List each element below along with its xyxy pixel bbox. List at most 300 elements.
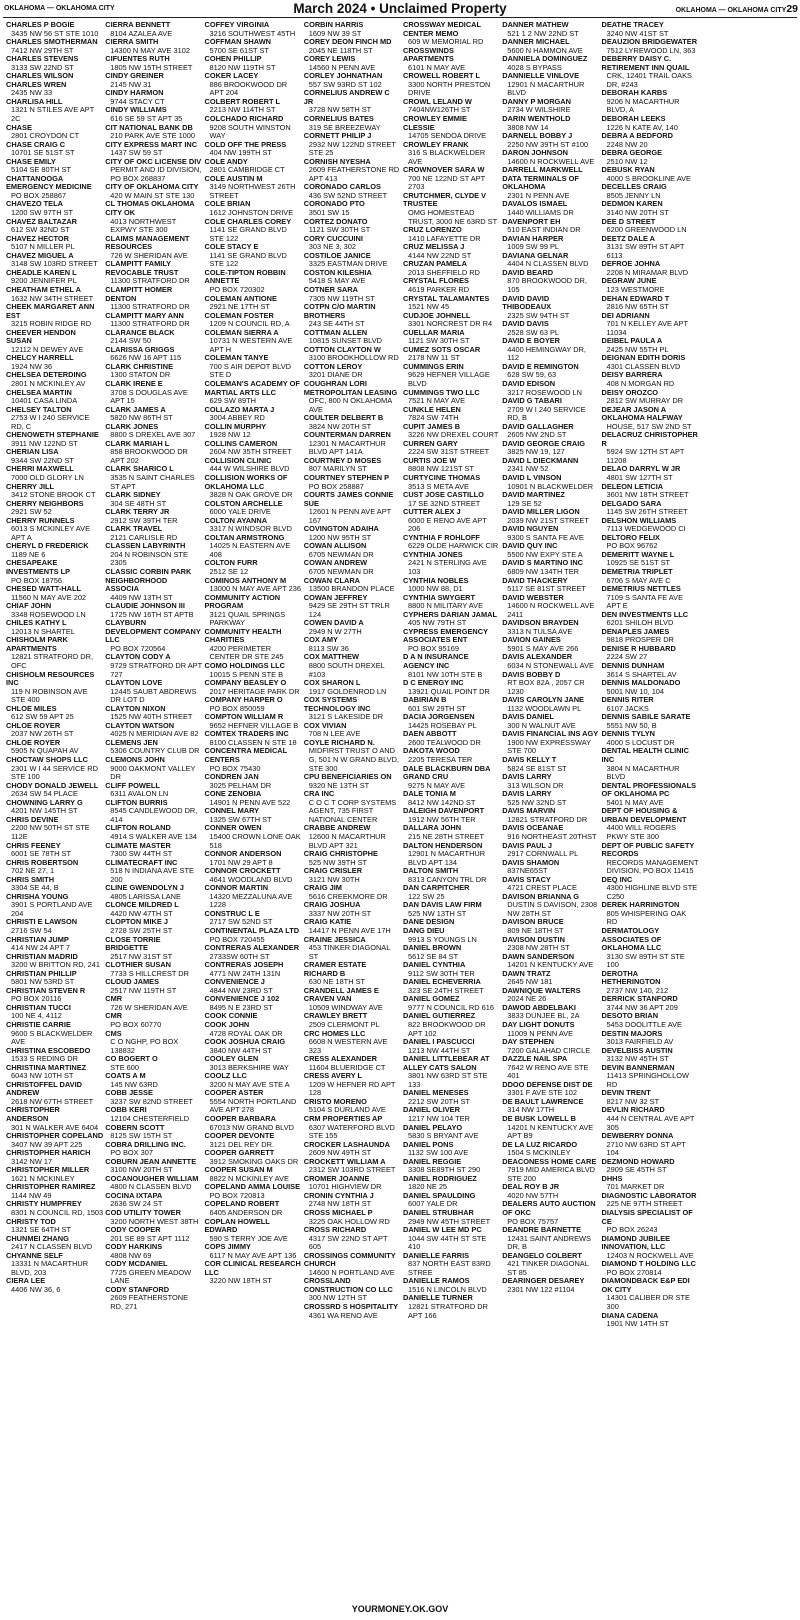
listing-entry (105, 55, 202, 72)
listing-column (103, 21, 202, 1600)
listing-entry (304, 491, 401, 525)
owner-name: COLTON FURR (204, 558, 258, 568)
owner-name: DEE D STREET (601, 216, 656, 226)
listing-entry (105, 1260, 202, 1286)
listing-entry (205, 773, 302, 790)
owner-name: DELSHON WILLIAMS (601, 515, 677, 525)
owner-address: STE 600 (110, 1062, 140, 1072)
listing-entry (403, 226, 500, 243)
owner-name: CORNELIUS BATES (303, 114, 374, 124)
listing-entry (502, 1038, 599, 1055)
owner-name: DEBERRY DAISY C. RETIREMENT INN QUAIL (601, 54, 690, 72)
owner-address: 11560 N MAY AVE 202 (11, 592, 87, 602)
listing-entry (403, 47, 500, 73)
owner-address: 5820 NW 86TH ST (110, 413, 173, 423)
listing-entry (602, 406, 699, 432)
owner-name: DALTON SMITH (403, 866, 459, 876)
owner-name: COMMUNITY ACTION PROGRAM (204, 592, 281, 611)
owner-address: 4317 SW 22ND ST APT 605 (308, 1233, 388, 1252)
listing-entry (602, 218, 699, 235)
owner-name: DE BUSK LOWELL B (502, 1114, 577, 1123)
listing-entry (403, 1226, 500, 1252)
listing-entry (602, 585, 699, 611)
owner-name: DIAMOND JUBILEE INNOVATION, LLC (601, 1233, 671, 1252)
listing-entry (304, 525, 401, 542)
listing-entry (6, 936, 103, 953)
listing-entry (403, 679, 500, 696)
owner-name: CROWELL ROBERT L (403, 71, 481, 81)
owner-name: DEQ INC (601, 874, 633, 884)
owner-name: CUMEZ SOTS OSCAR (403, 344, 481, 354)
owner-name: CYPRESS EMERGENCY ASSOCIATES ENT (403, 626, 488, 645)
owner-name: CRESS AVERY L (303, 1071, 363, 1081)
owner-address: 525 NW 32ND ST (507, 797, 567, 807)
owner-address: 9344 SW 22ND ST (11, 455, 74, 465)
owner-address: 1121 SW 30TH ST (308, 225, 371, 235)
owner-name: COMTEX TRADERS INC (204, 729, 289, 739)
listing-entry (6, 235, 103, 252)
owner-address: 9744 STACY CT (110, 96, 165, 106)
owner-name: CLAIMS MANAGEMENT RESOURCES (105, 233, 190, 252)
owner-address: PO BOX 720455 (209, 934, 265, 944)
owner-name: CRUZ MELISSA J (403, 242, 465, 252)
owner-name: DEDMON KAREN (601, 199, 663, 209)
owner-address: 3215 ROBIN RIDGE RD (11, 319, 92, 329)
owner-address: 8808 NW 121ST ST (408, 464, 474, 474)
owner-name: COD UTILITY TOWER (105, 1208, 181, 1218)
owner-address: 4409 NW 13TH ST (110, 592, 173, 602)
owner-name: CONTRERAS ALEXANDER (204, 943, 300, 953)
listing-entry (6, 1200, 103, 1217)
owner-address: 7109 S SANTA FE AVE APT E (606, 592, 684, 611)
owner-name: DEVLIN RICHARD (601, 1105, 665, 1115)
owner-address: 6001 SE 78TH ST (11, 849, 71, 859)
owner-address: 3121 S LAKESIDE DR (308, 712, 384, 722)
owner-name: CLOUD JAMES (105, 977, 160, 987)
owner-name: CLASSIC CORBIN PARK NEIGHBORHOOD ASSOCIA (105, 567, 192, 594)
listing-entry (502, 337, 599, 363)
listing-entry (602, 696, 699, 713)
owner-name: CHRISTY TOD (6, 1216, 56, 1226)
owner-name: COREY DEON FINCH MD (303, 37, 392, 47)
owner-name: CYNTHIA JONES (403, 549, 463, 559)
owner-address: 11009 N PENN AVE (507, 1028, 574, 1038)
listing-entry (205, 824, 302, 850)
owner-address: 453 TINKER DIAGONAL ST (308, 943, 391, 961)
owner-name: DAVID GALLAGHER (502, 421, 574, 431)
listing-entry (205, 457, 302, 474)
owner-address: 3201 DIANE DR (308, 370, 363, 380)
listing-entry (602, 713, 699, 730)
listing-entry (304, 1098, 401, 1115)
owner-address: 444 N CENTRAL AVE APT 305 (606, 1114, 695, 1132)
listing-entry (105, 961, 202, 978)
owner-address: 837 NORTH EAST 83RD STREE (408, 1259, 491, 1277)
listing-entry (105, 1106, 202, 1123)
listing-entry (205, 72, 302, 98)
listing-entry (502, 893, 599, 919)
owner-name: COUGHRAN LORI METROPOLITAN LEASING (303, 378, 398, 397)
owner-address: 3226 NW DREXEL COURT (408, 430, 499, 440)
owner-name: CLAMPITT HOMER DENTON (105, 284, 173, 303)
owner-name: DAVIS STACY (502, 874, 551, 884)
listing-entry (304, 252, 401, 269)
owner-name: CORNISH NYESHA (303, 156, 371, 166)
listing-entry (602, 277, 699, 294)
owner-name: DEVELBISS AUSTIN (601, 1045, 673, 1055)
owner-address: 2435 NW 33 (11, 88, 53, 98)
listing-entry (205, 141, 302, 158)
listing-entry (403, 406, 500, 423)
owner-address: 837NE65ST (507, 866, 548, 876)
listing-entry (502, 525, 599, 542)
owner-name: CONTINENTAL PLAZA LTD (204, 925, 300, 935)
listing-entry (105, 124, 202, 141)
listing-entry (403, 534, 500, 551)
listing-entry (502, 397, 599, 423)
owner-address: 3535 N SAINT CHARLES ST APT (110, 472, 195, 491)
owner-name: DANG DIEU (403, 925, 445, 935)
owner-name: COPLAN HOWELL EDWARD (204, 1216, 270, 1235)
owner-name: DENTAL PROFESSIONALS OF OKLAHOMA PC (601, 780, 697, 799)
listing-entry (205, 440, 302, 457)
owner-name: DAVIAN HARPER (502, 233, 564, 243)
owner-address: 3614 S SHARTEL AV (606, 669, 677, 679)
owner-address: 5924 SW 12TH ST APT 11208 (606, 447, 685, 465)
owner-address: 4619 PARKER RD (408, 284, 470, 294)
listing-entry (403, 1055, 500, 1089)
owner-address: 3300 NORTH PRESTON DRIVE (408, 79, 491, 98)
owner-address: 5830 S BRYANT AVE (408, 1131, 479, 1141)
owner-address: 2301 NW 122 #1104 (507, 1284, 575, 1294)
listing-entry (105, 1209, 202, 1226)
listing-entry (602, 551, 699, 568)
owner-address: 5418 S MAY AVE (308, 276, 366, 286)
owner-name: COLEMAN FOSTER (204, 310, 274, 320)
owner-address: 6311 AVALON LN (110, 789, 169, 799)
owner-address: 8113 SW 36 (308, 643, 349, 653)
owner-address: 8101 NW 10TH STE B (408, 669, 483, 679)
owner-address: 14201 N KENTUCKY AVE APT B9 (507, 1122, 594, 1141)
listing-entry (205, 218, 302, 244)
owner-name: DAVID DAVIS (502, 319, 549, 329)
owner-name: CHUNMEI ZHANG (6, 1233, 69, 1243)
owner-name: CHASE (6, 122, 32, 132)
owner-address: 609 W MEMORIAL RD (408, 37, 484, 47)
listing-entry (105, 1124, 202, 1141)
listing-entry (502, 671, 599, 697)
owner-address: 590 S TERRY JOE AVE (209, 1233, 288, 1243)
listing-entry (602, 1277, 699, 1311)
owner-name: DEISY OROZCO (601, 387, 659, 397)
owner-name: COMINOS ANTHONY M (204, 575, 287, 585)
owner-name: DANIELLE RAMOS (403, 1276, 470, 1286)
owner-address: 3308 SE89TH ST 290 (408, 1165, 481, 1175)
listing-entry (205, 559, 302, 576)
owner-name: CHELCY HARRELL (6, 353, 74, 363)
owner-address: 9300 S SANTA FE AVE (507, 532, 584, 542)
owner-name: CHRISTIAN MADRID (6, 951, 78, 961)
listing-entry (502, 1004, 599, 1021)
owner-address: 886 BROOKWOOD DR APT 204 (209, 79, 288, 98)
owner-address: 8301 N COUNCIL RD, 1503 (11, 1208, 104, 1218)
owner-name: CHARLES WREN (6, 79, 67, 89)
listing-entry (105, 824, 202, 841)
owner-name: DARNELL BOBBY J (502, 131, 573, 141)
listing-entry (403, 807, 500, 824)
listing-entry (602, 995, 699, 1012)
owner-address: 2921 NE 17TH ST (209, 302, 270, 312)
listing-entry (6, 542, 103, 559)
owner-address: 2949 NW 45TH STREET (408, 1216, 491, 1226)
listing-entry (502, 491, 599, 508)
listing-entry (502, 636, 599, 653)
listing-entry (602, 21, 699, 38)
listing-entry (304, 303, 401, 329)
owner-address: 14600 N ROCKWELL AVE 2411 (507, 601, 595, 619)
owner-address: 1321 SE 64TH ST (11, 1225, 71, 1235)
owner-name: CLOSE TORRIE BRIDGETTE (105, 934, 161, 953)
owner-name: CODY STANFORD (105, 1284, 170, 1294)
owner-name: CIT NATIONAL BANK DB (105, 122, 193, 132)
listing-entry (6, 98, 103, 124)
listing-entry (502, 1226, 599, 1252)
owner-name: CROSSWAY MEDICAL CENTER MEMO (403, 21, 481, 38)
owner-address: 8217 NW 32 ST (606, 1096, 660, 1106)
owner-name: CLARK IRENE E (105, 378, 163, 388)
listing-entry (105, 1012, 202, 1029)
owner-name: CUMMINGS ERIN (403, 361, 464, 371)
owner-name: DEIGNAN EDITH DORIS (601, 353, 686, 363)
owner-name: DANIEL MENESES (403, 1088, 469, 1098)
owner-address: 316 S BLACKWELDER AVE (408, 148, 486, 166)
owner-name: DAVISON BRIANNA G (502, 891, 580, 901)
listing-entry (6, 671, 103, 705)
owner-name: DAVID NGUYEN (502, 524, 559, 534)
owner-name: DARIN WENTHOLD (502, 114, 571, 124)
owner-address: C O C T CORP SYSTEMS AGENT, 735 FIRST NATIONAL CENTER (308, 797, 397, 824)
owner-address: 5104 S DURLAND AVE (308, 1105, 386, 1115)
owner-name: CHERYL D FREDERICK (6, 541, 89, 551)
listing-entry (6, 371, 103, 388)
listing-entry (205, 594, 302, 628)
owner-name: DAVID DAVID THIBODEAUX (502, 293, 552, 312)
listing-entry (6, 1004, 103, 1021)
owner-address: 2039 NW 21ST STREET (507, 515, 589, 525)
owner-address: 2425 NW 55TH PL (606, 344, 669, 354)
owner-address: 210 PARK AVE STE 1000 (110, 131, 196, 141)
owner-name: DANIEL CYNTHIA (403, 960, 466, 970)
owner-address: 10925 SE 51ST ST (606, 558, 671, 568)
listing-entry (6, 1047, 103, 1064)
owner-address: 4771 NW 24TH 131N (209, 968, 281, 978)
owner-name: CITY OF OKC LICENSE DIV (105, 156, 202, 166)
owner-address: 2801 CAMBRIDGE CT (209, 165, 285, 175)
owner-address: 4000 S LOCUST DR (606, 737, 675, 747)
listing-entry (502, 295, 599, 321)
listing-entry (6, 816, 103, 842)
owner-name: COULTER DELBERT B (303, 413, 384, 423)
owner-address: 1516 N LINCOLN BLVD (408, 1284, 487, 1294)
owner-name: DELTORO FELIX (601, 532, 660, 542)
owner-address: 726 W SHERIDAN AVE (110, 1002, 188, 1012)
listing-entry (304, 1192, 401, 1209)
listing-entry (6, 406, 103, 432)
owner-address: 726 W SHERIDAN AVE (110, 250, 188, 260)
owner-address: 1410 LAFAYETTE DR (408, 233, 481, 243)
owner-address: PO BOX 96762 (606, 541, 658, 551)
owner-name: DEMERITT WAYNE L (601, 549, 675, 559)
owner-name: COCINA IXTAPA (105, 1190, 163, 1200)
owner-name: COR CLINICAL RESEARCH LLC (204, 1259, 301, 1277)
listing-entry (403, 551, 500, 577)
owner-name: CROWLEY FRANK (403, 139, 469, 149)
listing-entry (602, 927, 699, 970)
listing-entry (6, 448, 103, 465)
owner-address: 3911 NW 122ND ST (11, 438, 78, 448)
owner-name: CHISHOLM RESOURCES INC (6, 669, 95, 688)
owner-address: 2634 SW 54 PLACE (11, 789, 78, 799)
owner-address: 612 SW 59 APT 25 (11, 712, 74, 722)
owner-address: 2645 NW 181 (507, 977, 553, 987)
owner-name: CINDY GREINER (105, 71, 164, 81)
listing-entry (502, 756, 599, 773)
owner-name: DEPT OF PUBLIC SAFETY RECORDS (601, 840, 695, 859)
listing-entry (403, 842, 500, 868)
listing-entry (304, 414, 401, 431)
owner-address: 1609 NW 39 ST (308, 28, 362, 38)
listing-entry (304, 1115, 401, 1141)
listing-entry (6, 953, 103, 970)
listing-entry (304, 1158, 401, 1175)
listing-entry (205, 406, 302, 423)
owner-address: 3317 N WINDSOR BLVD (209, 524, 292, 534)
owner-address: 14425 ROSEBAY PL (408, 720, 477, 730)
owner-address: 7000 OLD GLORY LN (11, 472, 84, 482)
owner-address: 1189 NE 6 (11, 549, 46, 559)
listing-entry (304, 1252, 401, 1278)
owner-name: COKER LACEY (204, 71, 259, 81)
listing-entry (403, 1294, 500, 1320)
listing-entry (602, 55, 699, 89)
owner-name: CRM PROPERTIES AP (303, 1114, 383, 1123)
owner-address: 1000 NW 88, D1 (408, 584, 463, 594)
owner-address: 9629 HEFNER VILLAGE BLVD (408, 370, 490, 388)
owner-name: COLE AUSTIN M (204, 173, 263, 183)
owner-name: CROWLEY EMMIE CLESSIE (403, 114, 467, 132)
owner-name: CLAMPITT MARY ANN (105, 310, 184, 320)
owner-name: DEREK HARRINGTON (601, 900, 680, 910)
owner-name: CHRIS FEENEY (6, 840, 61, 850)
owner-name: CORNELIUS ANDREW C JR (303, 88, 390, 106)
owner-name: DANE DESIGN (403, 917, 455, 927)
owner-address: 420 W MAIN ST STE 130 (110, 190, 195, 200)
owner-address: 3744 NW 36 APT 209 (606, 1002, 678, 1012)
owner-address: 2341 NW 52 (507, 464, 549, 474)
listing-entry (502, 842, 599, 859)
owner-name: CLEMONS JOHN (105, 755, 165, 765)
owner-name: COPS JIMMY (204, 1242, 251, 1252)
owner-address: 11300 STRATFORD DR (110, 319, 190, 329)
owner-name: COMO HOLDINGS LLC (204, 661, 285, 671)
listing-entry (403, 1089, 500, 1106)
owner-address: 4404 N CLASSEN BLVD (507, 259, 589, 269)
owner-address: PO BOX 258867 (11, 190, 67, 200)
listing-entry (403, 1038, 500, 1055)
owner-name: DAZZLE NAIL SPA (502, 1054, 568, 1064)
owner-address: 13000 N MAY AVE APT 236 (209, 584, 301, 594)
owner-name: DEAL ROY B JR (502, 1182, 560, 1192)
owner-name: COTNER SARA (303, 284, 358, 294)
owner-name: COFFEY VIRGINIA (204, 21, 270, 29)
owner-address: 2917 CORNWALL PL (507, 849, 579, 859)
listing-entry (304, 542, 401, 559)
owner-name: CHRISTOFFEL DAVID ANDREW (6, 1079, 82, 1098)
owner-name: CURTIS JOE W (403, 455, 457, 465)
owner-address: 204 N ROBINSON STE 2305 (110, 549, 188, 568)
owner-address: 4361 WA RENO AVE (308, 1310, 378, 1320)
listing-entry (403, 312, 500, 329)
listing-entry (602, 517, 699, 534)
owner-name: COLLINS CAMERON (204, 438, 278, 448)
owner-address: 6405 ANDERSON DR (209, 1208, 283, 1218)
listing-entry (602, 679, 699, 696)
owner-address: 2045 NE 118TH ST (308, 45, 373, 55)
listing-entry (304, 619, 401, 636)
owner-address: 2509 CLERMONT PL (308, 1019, 380, 1029)
owner-name: CORNETT PHILIP J (303, 131, 372, 141)
listing-entry (205, 1200, 302, 1217)
listing-entry (403, 1124, 500, 1141)
listing-entry (403, 1252, 500, 1278)
listing-entry (304, 773, 401, 790)
owner-name: CIERRA BENNETT (105, 21, 171, 29)
listing-entry (304, 235, 401, 252)
owner-name: DEBRA GEORGE (601, 148, 662, 158)
owner-address: 557 SW 93RD ST 102 (308, 79, 382, 89)
owner-name: CLAYTON LOVE (105, 678, 163, 688)
owner-name: CL THOMAS OKLAHOMA CITY OK (105, 199, 195, 218)
owner-address: 628 SW 59, 63 (507, 370, 557, 380)
listing-entry (105, 739, 202, 756)
listing-entry (602, 1192, 699, 1209)
listing-entry (205, 747, 302, 773)
owner-address: 2224 SW 27 (606, 652, 648, 662)
owner-name: DAVIANA GELNAR (502, 250, 569, 260)
owner-name: DAVIS KELLY T (502, 755, 557, 765)
listing-entry (105, 363, 202, 380)
owner-name: CRAINE JESSICA (303, 934, 366, 944)
listing-entry (205, 1038, 302, 1055)
listing-entry (602, 132, 699, 149)
owner-name: DEACONESS HOME CARE (502, 1156, 597, 1166)
listing-entry (6, 431, 103, 448)
listing-entry (6, 141, 103, 158)
owner-name: CROMER JOANNE (303, 1173, 370, 1183)
owner-address: PO BOX 95169 (408, 643, 459, 653)
owner-address: 4201 NW 145TH ST (11, 806, 78, 816)
owner-address: 3140 NW 20TH ST (606, 208, 669, 218)
owner-name: CRUZAN PAMELA (403, 259, 467, 269)
owner-name: D A N INSURANCE AGENCY INC (403, 652, 469, 671)
owner-address: 630 NE 18TH ST (308, 977, 366, 987)
owner-name: DAWOD ABDELBAKI (502, 1002, 576, 1012)
header-location-right: OKLAHOMA — OKLAHOMA CITY29 (675, 3, 798, 15)
listing-entry (403, 1012, 500, 1038)
owner-address: PO BOX 20116 (11, 994, 62, 1004)
owner-address: 10401 CASA LINDA (11, 396, 78, 406)
owner-address: 2024 NE 26 (507, 994, 547, 1004)
